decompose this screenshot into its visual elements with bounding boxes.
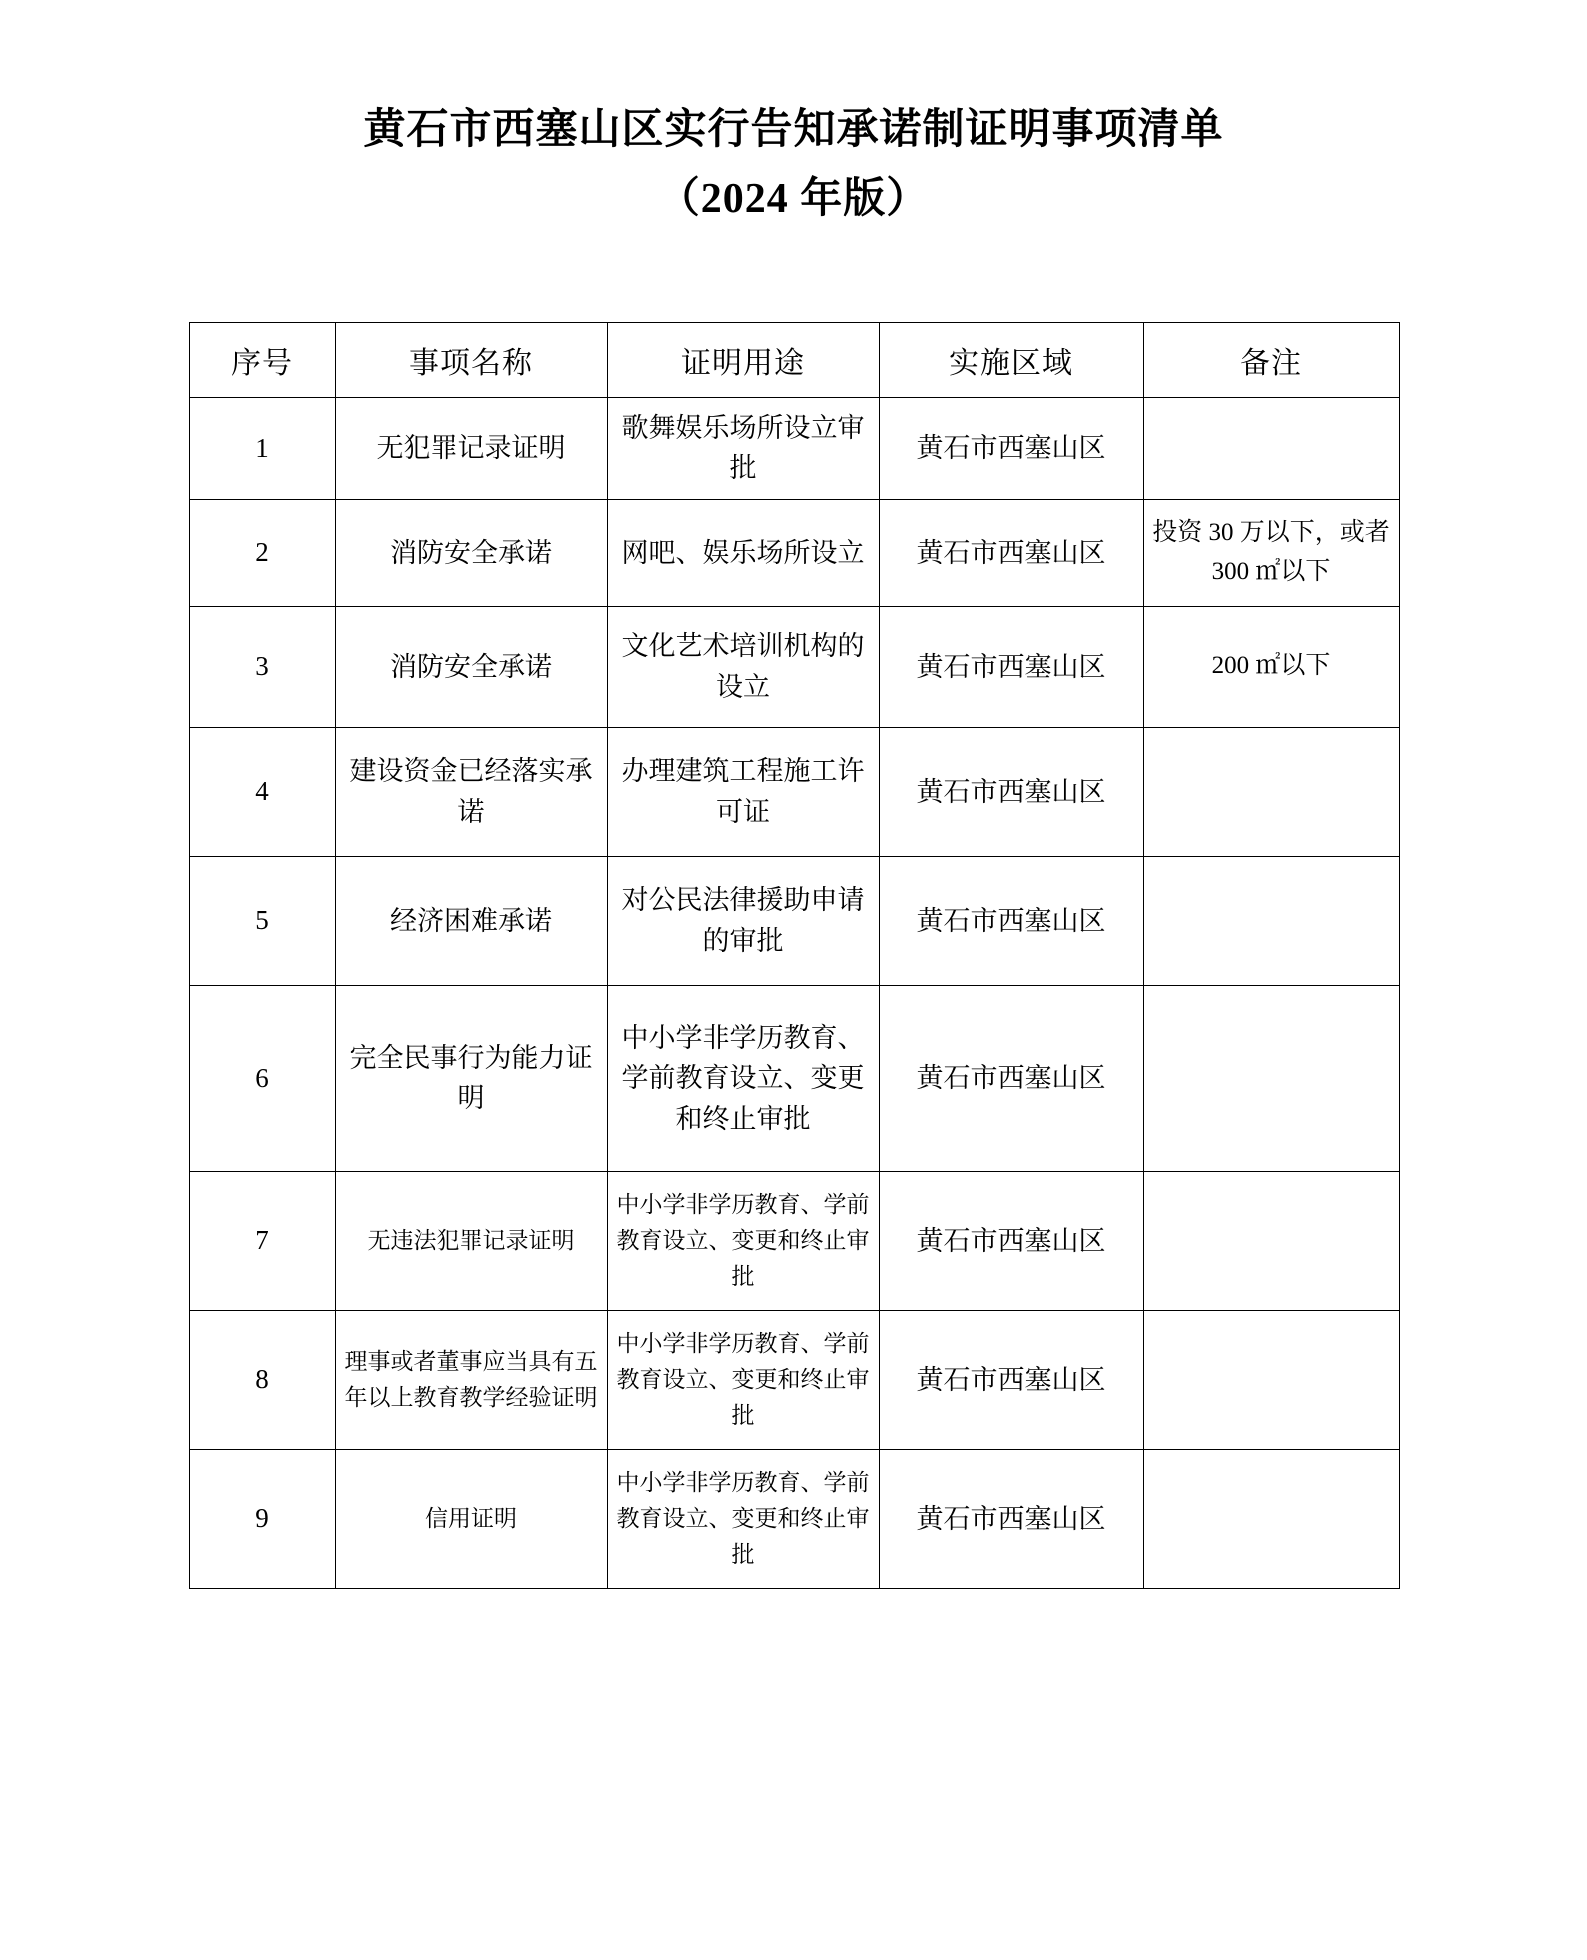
column-header-remark: 备注 bbox=[1143, 322, 1399, 397]
cell-name: 无违法犯罪记录证明 bbox=[335, 1171, 607, 1310]
page-title: 黄石市西塞山区实行告知承诺制证明事项清单 bbox=[363, 107, 1224, 153]
cell-area: 黄石市西塞山区 bbox=[879, 1171, 1143, 1310]
cell-use: 办理建筑工程施工许可证 bbox=[607, 727, 879, 856]
cell-remark bbox=[1143, 856, 1399, 985]
table-row bbox=[189, 606, 1399, 727]
cell-remark bbox=[1143, 1310, 1399, 1449]
cell-remark: 投资 30 万以下，或者 300 ㎡以下 bbox=[1143, 499, 1399, 606]
cell-no: 7 bbox=[189, 1171, 335, 1310]
table-header-row bbox=[189, 322, 1399, 397]
table-body bbox=[189, 397, 1399, 1588]
column-header-name: 事项名称 bbox=[335, 322, 607, 397]
table-row bbox=[189, 985, 1399, 1171]
table-header bbox=[189, 322, 1399, 397]
cell-use: 中小学非学历教育、学前教育设立、变更和终止审批 bbox=[607, 1310, 879, 1449]
column-header-area: 实施区域 bbox=[879, 322, 1143, 397]
cell-remark bbox=[1143, 1171, 1399, 1310]
cell-name: 理事或者董事应当具有五年以上教育教学经验证明 bbox=[335, 1310, 607, 1449]
cell-area: 黄石市西塞山区 bbox=[879, 727, 1143, 856]
column-header-no: 序号 bbox=[189, 322, 335, 397]
cell-area: 黄石市西塞山区 bbox=[879, 397, 1143, 499]
cell-use: 文化艺术培训机构的设立 bbox=[607, 606, 879, 727]
cell-use: 网吧、娱乐场所设立 bbox=[607, 499, 879, 606]
cell-no: 5 bbox=[189, 856, 335, 985]
cell-name: 信用证明 bbox=[335, 1449, 607, 1588]
cell-remark bbox=[1143, 1449, 1399, 1588]
cell-area: 黄石市西塞山区 bbox=[879, 499, 1143, 606]
column-header-use: 证明用途 bbox=[607, 322, 879, 397]
cell-remark: 200 ㎡以下 bbox=[1143, 606, 1399, 727]
cell-area: 黄石市西塞山区 bbox=[879, 1310, 1143, 1449]
cell-no: 2 bbox=[189, 499, 335, 606]
cell-name: 消防安全承诺 bbox=[335, 499, 607, 606]
cell-name: 消防安全承诺 bbox=[335, 606, 607, 727]
cell-use: 歌舞娱乐场所设立审批 bbox=[607, 397, 879, 499]
cell-no: 6 bbox=[189, 985, 335, 1171]
cell-name: 经济困难承诺 bbox=[335, 856, 607, 985]
cell-use: 对公民法律援助申请的审批 bbox=[607, 856, 879, 985]
cell-use: 中小学非学历教育、学前教育设立、变更和终止审批 bbox=[607, 985, 879, 1171]
certification-items-table bbox=[189, 322, 1400, 1589]
cell-area: 黄石市西塞山区 bbox=[879, 1449, 1143, 1588]
table-row bbox=[189, 856, 1399, 985]
cell-area: 黄石市西塞山区 bbox=[879, 606, 1143, 727]
table-row bbox=[189, 727, 1399, 856]
cell-area: 黄石市西塞山区 bbox=[879, 856, 1143, 985]
cell-remark bbox=[1143, 397, 1399, 499]
cell-name: 建设资金已经落实承诺 bbox=[335, 727, 607, 856]
cell-name: 无犯罪记录证明 bbox=[335, 397, 607, 499]
cell-no: 4 bbox=[189, 727, 335, 856]
cell-name: 完全民事行为能力证明 bbox=[335, 985, 607, 1171]
cell-no: 1 bbox=[189, 397, 335, 499]
cell-no: 8 bbox=[189, 1310, 335, 1449]
table-container bbox=[189, 230, 1399, 1589]
table-row bbox=[189, 1449, 1399, 1588]
cell-remark bbox=[1143, 985, 1399, 1171]
cell-use: 中小学非学历教育、学前教育设立、变更和终止审批 bbox=[607, 1171, 879, 1310]
table-row bbox=[189, 1310, 1399, 1449]
cell-no: 9 bbox=[189, 1449, 335, 1588]
cell-use: 中小学非学历教育、学前教育设立、变更和终止审批 bbox=[607, 1449, 879, 1588]
cell-no: 3 bbox=[189, 606, 335, 727]
table-row bbox=[189, 397, 1399, 499]
cell-remark bbox=[1143, 727, 1399, 856]
cell-area: 黄石市西塞山区 bbox=[879, 985, 1143, 1171]
table-row bbox=[189, 499, 1399, 606]
table-row bbox=[189, 1171, 1399, 1310]
page-subtitle: （2024 年版） bbox=[657, 175, 930, 222]
